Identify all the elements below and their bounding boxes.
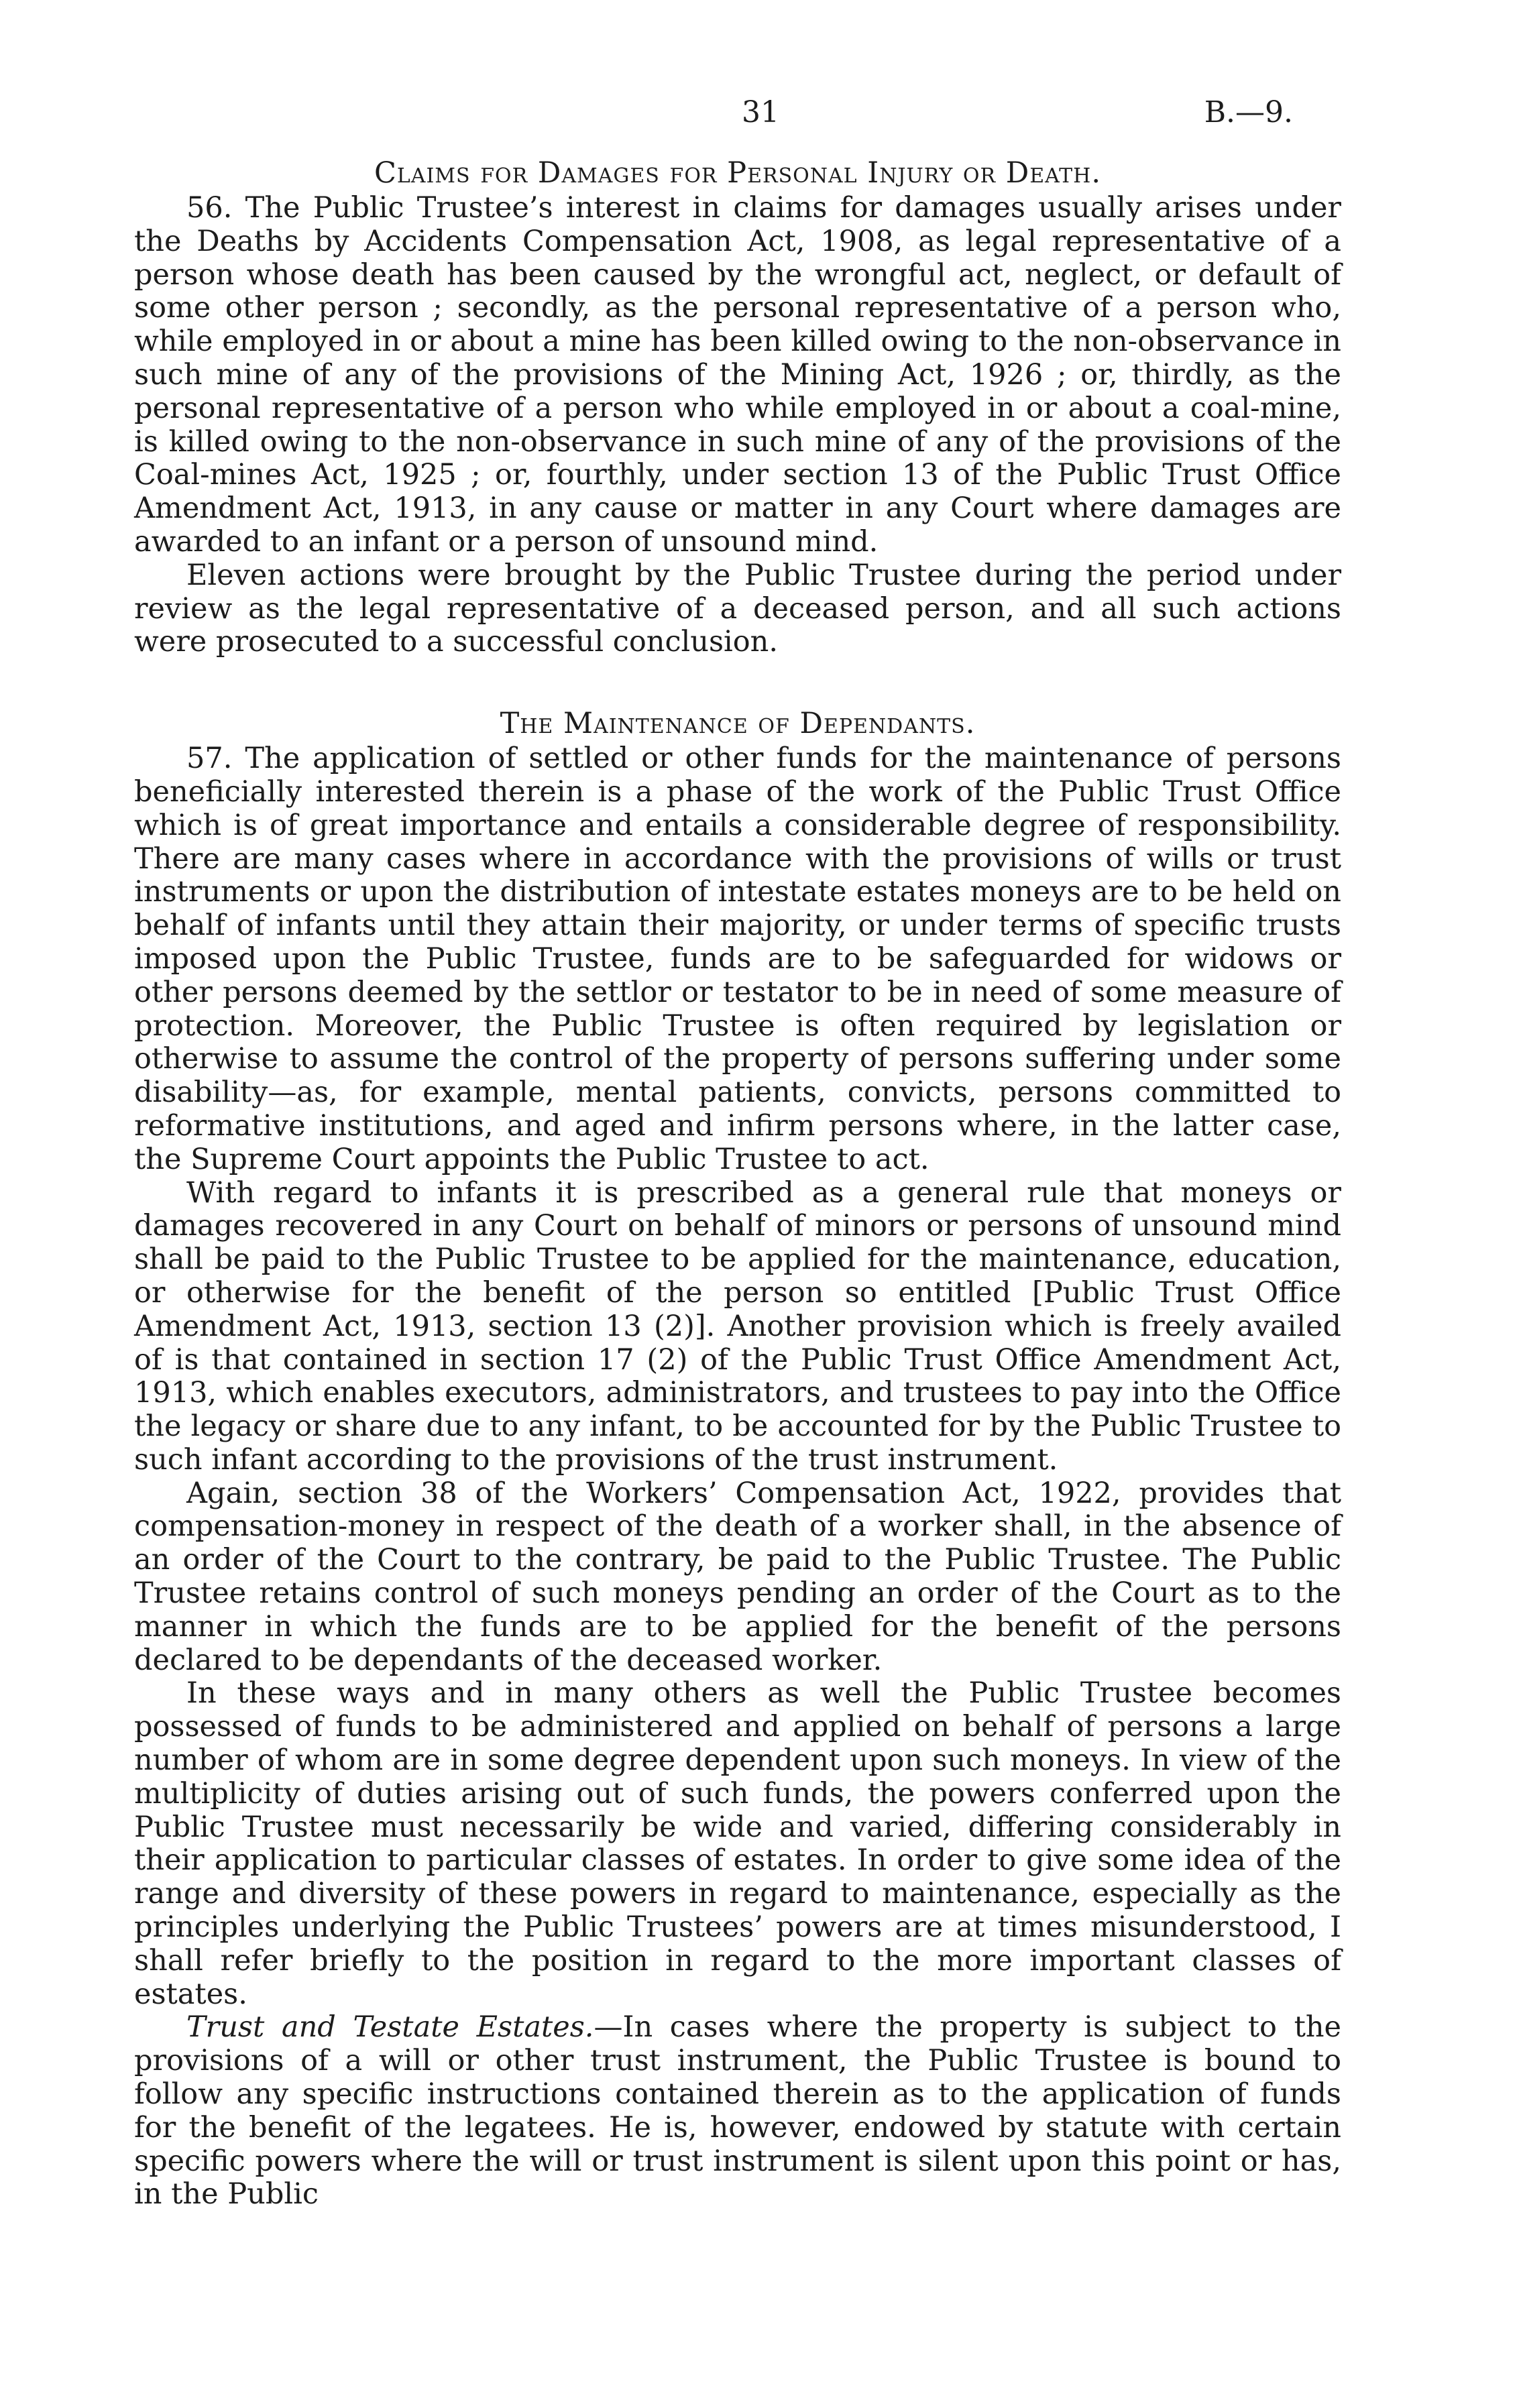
page-header (0, 95, 1521, 135)
paragraph-57: 57. The application of settled or other funds for the maintenance of persons beneficially interested therein is a phase of the work of the Public Trust Office which is of great importance and entails a considerable degree of responsibility. There are many cases where in accordance with the provisions of wills or trust instruments or upon the distribution of intestate estates moneys are to be held on behalf of infants until they attain their majority, or under terms of specific trusts imposed upon the Public Trustee, funds are to be safeguarded for widows or other persons deemed by the settlor or testator to be in need of some measure of protection. Moreover, the Public Trustee is often required by legislation or otherwise to assume the control of the property of persons suffering under some disability—as, for example, mental patients, convicts, persons committed to reformative institutions, and aged and infirm persons where, in the latter case, the Supreme Court appoints the Public Trustee to act. (134, 742, 1341, 1176)
paragraph-powers: In these ways and in many others as well the Public Trustee becomes possessed of funds to be administered and applied on behalf of persons a large number of whom are in some degree dependent upon such moneys. In view of the multiplicity of duties arising out of such funds, the powers conferred upon the Public Trustee must necessarily be wide and varied, differing considerably in their application to particular classes of estates. In order to give some idea of the range and diversity of these powers in regard to maintenance, especially as the principles underlying the Public Trustees’ powers are at times misunderstood, I shall refer briefly to the position in regard to the more important classes of estates. (134, 1676, 1341, 2011)
section-heading-claims: Claims for Damages for Personal Injury or Death. (374, 156, 1102, 190)
page-number: 31 (742, 95, 779, 129)
paragraph-eleven-actions: Eleven actions were brought by the Public Trustee during the period under review as the legal representative of a deceased person, and all such actions were prosecuted to a successful conclusion. (134, 558, 1341, 659)
body-text (134, 156, 1341, 2212)
paragraph-infants: With regard to infants it is prescribed as a general rule that moneys or damages recovered in any Court on behalf of minors or persons of unsound mind shall be paid to the Public Trustee to be applied for the maintenance, education, or otherwise for the benefit of the person so entitled [Public Trust Office Amendment Act, 1913, section 13 (2)]. Another provision which is freely availed of is that contained in section 17 (2) of the Public Trust Office Amendment Act, 1913, which enables executors, administrators, and trustees to pay into the Office the legacy or share due to any infant, to be accounted for by the Public Trustee to such infant according to the provisions of the trust instrument. (134, 1176, 1341, 1477)
section-heading-maintenance: The Maintenance of Dependants. (500, 707, 976, 741)
paragraph-trust-estates-text: —In cases where the property is subject to the provisions of a will or other trust instrument, the Public Trustee is bound to follow any specific instructions contained therein as to the application of funds for the benefit of the legatees. He is, however, endowed by statute with certain specific powers where the will or trust instrument is silent upon this point or has, in the Public (134, 2010, 1341, 2212)
document-reference: B.—9. (1204, 95, 1293, 129)
paragraph-lead-title: Trust and Testate Estates. (186, 2010, 594, 2045)
paragraph-56: 56. The Public Trustee’s interest in claims for damages usually arises under the Deaths by Accidents Compensation Act, 1908, as legal representative of a person whose death has been caused by the wrongful act, neglect, or default of some other person ; secondly, as the personal representative of a person who, while employed in or about a mine has been killed owing to the non-observance in such mine of any of the provisions of the Mining Act, 1926 ; or, thirdly, as the personal representative of a person who while employed in or about a coal-mine, is killed owing to the non-observance in such mine of any of the provisions of the Coal-mines Act, 1925 ; or, fourthly, under section 13 of the Public Trust Office Amendment Act, 1913, in any cause or matter in any Court where damages are awarded to an infant or a person of unsound mind. (134, 191, 1341, 559)
paragraph-trust-estates (134, 2011, 1341, 2212)
paragraph-workers-compensation: Again, section 38 of the Workers’ Compensation Act, 1922, provides that compensation-money in respect of the death of a worker shall, in the absence of an order of the Court to the contrary, be paid to the Public Trustee. The Public Trustee retains control of such moneys pending an order of the Court as to the manner in which the funds are to be applied for the benefit of the persons declared to be dependants of the deceased worker. (134, 1476, 1341, 1677)
